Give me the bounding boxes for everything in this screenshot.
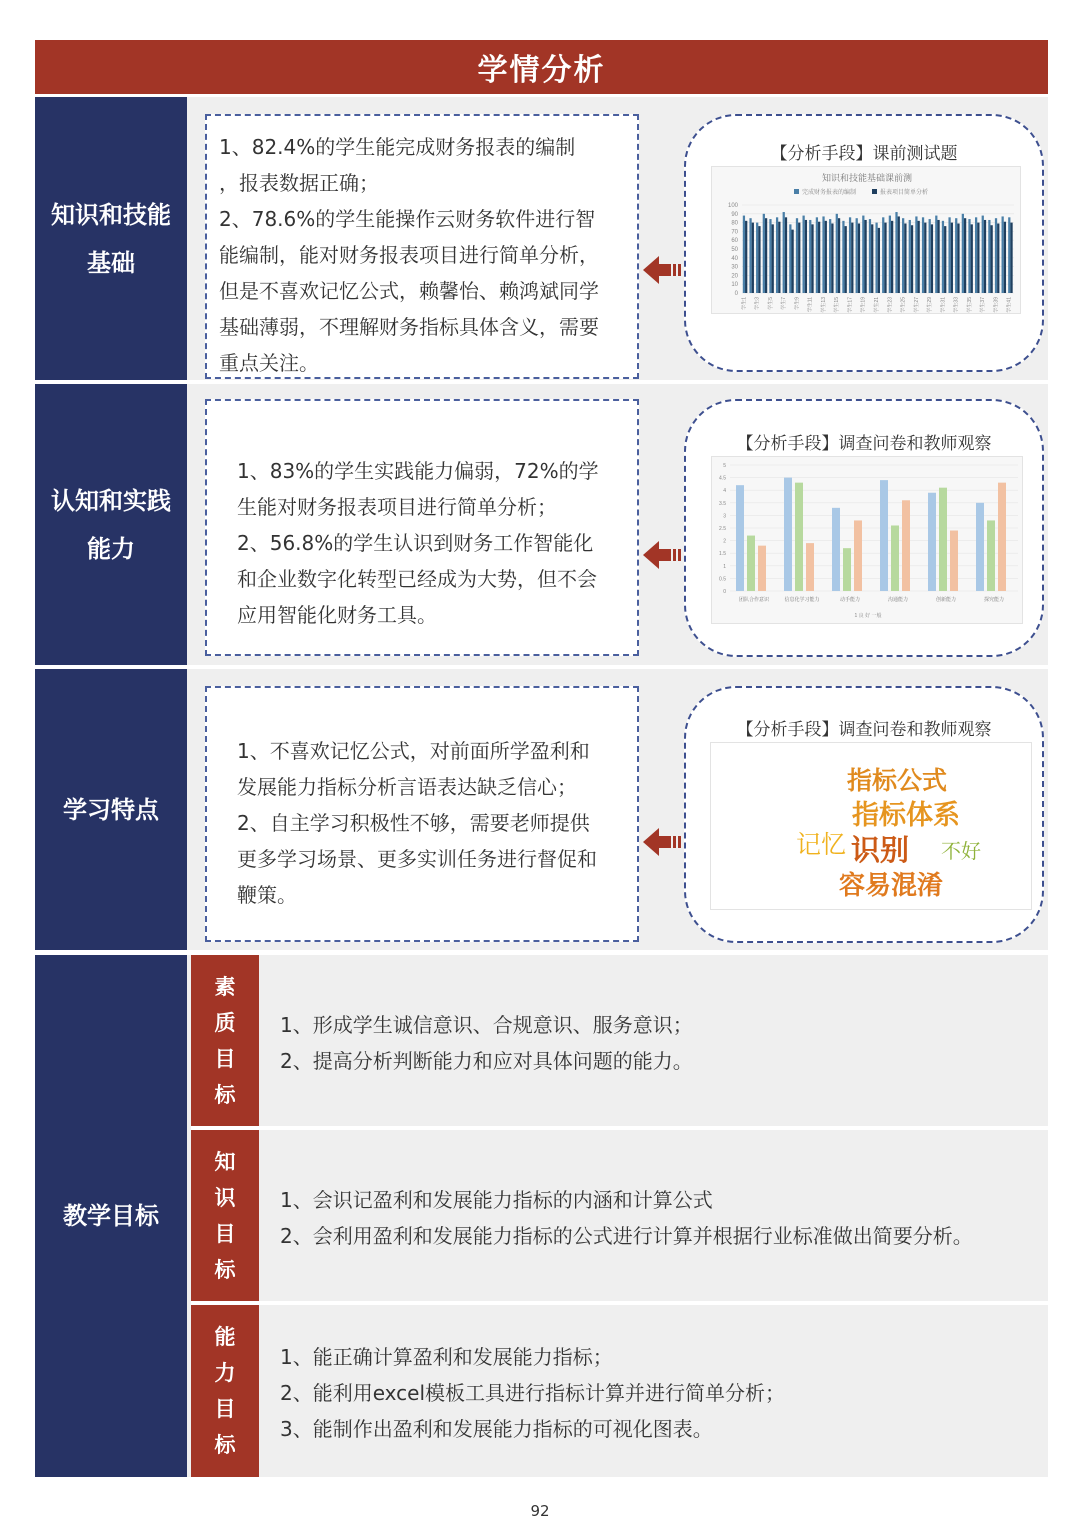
bar bbox=[831, 223, 833, 293]
bar bbox=[854, 520, 862, 591]
bar bbox=[964, 218, 966, 293]
legend-swatch bbox=[794, 189, 799, 194]
bar bbox=[951, 223, 953, 293]
bar bbox=[918, 221, 920, 293]
bar bbox=[829, 219, 831, 293]
bar bbox=[811, 224, 813, 293]
sublabel-char: 知 bbox=[214, 1149, 236, 1174]
analysis-text-line: 能编制，能对财务报表项目进行简单分析， bbox=[219, 243, 599, 267]
analysis-text-line: 生能对财务报表项目进行简单分析； bbox=[237, 495, 557, 519]
sublabel-char: 标 bbox=[214, 1433, 236, 1457]
bar bbox=[982, 216, 984, 293]
bar bbox=[796, 218, 798, 293]
analysis-text-line: 2、56.8%的学生认识到财务工作智能化 bbox=[237, 531, 594, 555]
bar bbox=[783, 212, 785, 293]
bar bbox=[778, 222, 780, 293]
x-tick-label: 学生17 bbox=[847, 297, 854, 313]
goal-text-ability bbox=[280, 1339, 1040, 1447]
bar bbox=[822, 216, 824, 293]
legend-label: 报表项目简单分析 bbox=[880, 190, 929, 196]
y-tick-label: 2 bbox=[723, 538, 726, 545]
section-label-learning-traits bbox=[35, 669, 187, 950]
section-label-knowledge-skills bbox=[35, 97, 187, 380]
analysis-text-line: ，报表数据正确； bbox=[219, 171, 379, 195]
bar bbox=[975, 217, 977, 293]
bar bbox=[915, 216, 917, 293]
bar bbox=[842, 221, 844, 293]
goal-line: 2、能利用excel模板工具进行指标计算并进行简单分析； bbox=[280, 1381, 786, 1405]
section-label-line: 基础 bbox=[87, 248, 135, 277]
sublabel-char: 能 bbox=[214, 1325, 236, 1349]
x-tick-label: 团队合作意识 bbox=[738, 597, 770, 603]
x-tick-label: 学生27 bbox=[913, 297, 920, 313]
legend-swatch bbox=[872, 189, 877, 194]
bar bbox=[798, 223, 800, 293]
goal-line: 1、形成学生诚信意识、合规意识、服务意识； bbox=[280, 1013, 693, 1037]
section-label-line: 能力 bbox=[87, 534, 135, 563]
bar bbox=[832, 508, 840, 591]
y-tick-label: 3.5 bbox=[719, 500, 726, 507]
y-tick-label: 100 bbox=[727, 203, 738, 209]
bar bbox=[862, 216, 864, 293]
sublabel-char: 目 bbox=[214, 1046, 236, 1071]
analysis-caption: 【分析手段】课前测试题 bbox=[770, 144, 958, 164]
bar bbox=[891, 221, 893, 293]
x-tick-label: 学生35 bbox=[966, 297, 973, 313]
legend-label: 1 良 好 一般 bbox=[854, 613, 882, 619]
bar bbox=[937, 220, 939, 293]
word-cloud-word: 记忆 bbox=[796, 830, 847, 859]
x-tick-label: 学生5 bbox=[767, 297, 774, 310]
y-tick-label: 4.5 bbox=[719, 475, 726, 482]
analysis-text-line: 1、83%的学生实践能力偏弱，72%的学 bbox=[237, 459, 599, 483]
x-tick-label: 学生29 bbox=[927, 297, 934, 313]
y-tick-label: 0 bbox=[723, 589, 726, 595]
bar bbox=[875, 223, 877, 293]
analysis-image-box bbox=[684, 114, 1044, 372]
x-tick-label: 学生1 bbox=[741, 297, 748, 310]
bar bbox=[902, 500, 910, 591]
bar bbox=[1010, 223, 1012, 293]
word-cloud-frame bbox=[710, 742, 1032, 910]
bar bbox=[988, 220, 990, 293]
bar bbox=[971, 224, 973, 293]
bar bbox=[758, 226, 760, 293]
bar bbox=[995, 218, 997, 293]
bar bbox=[749, 218, 751, 293]
bar bbox=[895, 212, 897, 293]
bar bbox=[756, 223, 758, 293]
x-tick-label: 学生21 bbox=[874, 297, 880, 313]
y-tick-label: 1 bbox=[723, 563, 726, 570]
bar bbox=[838, 218, 840, 293]
bar bbox=[1008, 217, 1010, 293]
goal-line: 1、能正确计算盈利和发展能力指标； bbox=[280, 1345, 613, 1369]
x-tick-label: 学生13 bbox=[820, 297, 827, 313]
bar bbox=[825, 221, 827, 293]
bar bbox=[968, 219, 970, 293]
analysis-text-line: 2、自主学习积极性不够，需要老师提供 bbox=[237, 811, 590, 835]
bar bbox=[809, 220, 811, 293]
y-tick-label: 3 bbox=[723, 513, 726, 520]
bar bbox=[743, 216, 745, 293]
analysis-text-line: 基础薄弱，不理解财务指标具体含义，需要 bbox=[219, 315, 599, 339]
bar bbox=[795, 483, 803, 591]
analysis-caption: 【分析手段】调查问卷和教师观察 bbox=[736, 720, 992, 740]
x-tick-label: 学生3 bbox=[754, 297, 761, 310]
y-tick-label: 0.5 bbox=[719, 576, 726, 583]
analysis-caption: 【分析手段】调查问卷和教师观察 bbox=[736, 434, 992, 454]
sublabel-char: 标 bbox=[214, 1257, 236, 1282]
bar bbox=[878, 228, 880, 293]
analysis-text-box bbox=[205, 114, 639, 379]
sublabel-char: 标 bbox=[214, 1082, 236, 1107]
x-tick-label: 学生33 bbox=[953, 297, 960, 313]
x-tick-label: 动手能力 bbox=[839, 597, 861, 603]
analysis-text-box bbox=[205, 686, 639, 942]
section-label-line: 知识和技能 bbox=[51, 200, 171, 229]
survey-chart-frame bbox=[711, 456, 1023, 624]
bar bbox=[922, 217, 924, 293]
y-tick-label: 10 bbox=[731, 282, 738, 289]
goal-text-knowledge bbox=[280, 1182, 1040, 1254]
bar bbox=[864, 220, 866, 293]
bar bbox=[851, 223, 853, 293]
bar bbox=[772, 224, 774, 293]
bar bbox=[942, 221, 944, 293]
page-title: 学情分析 bbox=[35, 40, 1048, 94]
bar bbox=[765, 218, 767, 293]
bar bbox=[869, 219, 871, 293]
bar bbox=[880, 480, 888, 591]
page-number: 92 bbox=[530, 1502, 550, 1520]
bar bbox=[858, 223, 860, 293]
bar bbox=[950, 531, 958, 591]
x-tick-label: 学生15 bbox=[834, 297, 841, 313]
bar bbox=[889, 216, 891, 293]
bar bbox=[976, 503, 984, 591]
bar bbox=[935, 216, 937, 293]
goal-line: 3、能制作出盈利和发展能力指标的可视化图表。 bbox=[280, 1417, 713, 1441]
bar bbox=[909, 220, 911, 293]
analysis-image-box bbox=[684, 399, 1044, 657]
analysis-text-line: 鞭策。 bbox=[237, 883, 297, 907]
section-label-line: 认知和实践 bbox=[51, 486, 171, 515]
analysis-text-line: 发展能力指标分析言语表达缺乏信心； bbox=[237, 775, 577, 799]
bar bbox=[745, 221, 747, 293]
bar bbox=[948, 217, 950, 293]
goal-sublabel-quality bbox=[191, 955, 259, 1126]
bar bbox=[776, 217, 778, 293]
bar bbox=[747, 536, 755, 591]
x-tick-label: 学生7 bbox=[781, 297, 788, 310]
pretest-chart-frame bbox=[711, 166, 1021, 314]
goal-divider bbox=[191, 1301, 1048, 1305]
section-label-line: 学习特点 bbox=[63, 795, 159, 824]
bar bbox=[845, 226, 847, 293]
bar bbox=[736, 485, 744, 591]
survey-bar-chart bbox=[712, 457, 1024, 625]
bar bbox=[939, 488, 947, 591]
x-tick-label: 信息化学习能力 bbox=[784, 597, 820, 603]
sublabel-char: 质 bbox=[214, 1010, 236, 1035]
sublabel-char: 素 bbox=[214, 974, 236, 999]
sublabel-char: 识 bbox=[214, 1185, 236, 1210]
analysis-text-line: 重点关注。 bbox=[219, 351, 319, 375]
analysis-text-line: 应用智能化财务工具。 bbox=[237, 603, 437, 627]
chart-title: 知识和技能基础课前测 bbox=[821, 173, 913, 183]
x-tick-label: 创新能力 bbox=[935, 597, 957, 603]
y-tick-label: 60 bbox=[731, 238, 738, 245]
bar bbox=[891, 525, 899, 591]
bar bbox=[785, 217, 787, 293]
bar bbox=[818, 222, 820, 293]
legend-label: 完成财务报表的编制 bbox=[802, 190, 857, 196]
bar bbox=[928, 493, 936, 591]
bar bbox=[856, 218, 858, 293]
x-tick-label: 学生23 bbox=[887, 297, 894, 313]
x-tick-label: 学生31 bbox=[940, 297, 947, 313]
section-label-cognition-practice bbox=[35, 384, 187, 665]
y-tick-label: 20 bbox=[731, 273, 738, 280]
bar bbox=[758, 546, 766, 591]
bar bbox=[929, 219, 931, 293]
x-tick-label: 学生9 bbox=[794, 297, 801, 310]
word-cloud-word: 识别 bbox=[851, 833, 910, 867]
bar bbox=[924, 223, 926, 293]
word-cloud-word: 容易混淆 bbox=[839, 871, 944, 901]
bar bbox=[898, 216, 900, 293]
bar bbox=[904, 223, 906, 293]
left-arrow-icon bbox=[643, 826, 683, 858]
section-label-teaching-goals: 教学目标 bbox=[35, 955, 187, 1477]
bar bbox=[944, 226, 946, 293]
left-arrow-icon bbox=[643, 539, 683, 571]
y-tick-label: 0 bbox=[734, 291, 738, 297]
goal-text-quality bbox=[280, 1007, 1040, 1079]
bar bbox=[1002, 216, 1004, 293]
y-tick-label: 90 bbox=[731, 211, 738, 218]
bar bbox=[957, 223, 959, 293]
bar bbox=[849, 217, 851, 293]
sublabel-char: 力 bbox=[214, 1361, 236, 1385]
bar bbox=[977, 223, 979, 293]
bar bbox=[769, 219, 771, 293]
goal-sublabel-ability bbox=[191, 1305, 259, 1477]
bar bbox=[806, 543, 814, 591]
bar bbox=[902, 218, 904, 293]
bar bbox=[836, 214, 838, 293]
bar bbox=[784, 478, 792, 591]
word-cloud-word: 不好 bbox=[941, 839, 981, 863]
bar bbox=[791, 230, 793, 293]
x-tick-label: 学生25 bbox=[900, 297, 907, 313]
bar bbox=[871, 224, 873, 293]
bar bbox=[763, 214, 765, 293]
analysis-text-box bbox=[205, 399, 639, 656]
goal-divider bbox=[191, 1126, 1048, 1130]
goal-line: 2、提高分析判断能力和应对具体问题的能力。 bbox=[280, 1049, 693, 1073]
analysis-text-line: 和企业数字化转型已经成为大势，但不会 bbox=[237, 567, 597, 591]
y-tick-label: 70 bbox=[731, 229, 738, 236]
analysis-text-line: 1、不喜欢记忆公式，对前面所学盈利和 bbox=[237, 739, 590, 763]
bar bbox=[816, 217, 818, 293]
analysis-text-line: 1、82.4%的学生能完成财务报表的编制 bbox=[219, 135, 576, 159]
bar bbox=[789, 224, 791, 293]
bar bbox=[984, 220, 986, 293]
y-tick-label: 30 bbox=[731, 264, 738, 271]
bar bbox=[1004, 222, 1006, 293]
bar bbox=[911, 225, 913, 293]
y-tick-label: 5 bbox=[723, 463, 726, 469]
y-tick-label: 2.5 bbox=[719, 526, 726, 532]
word-cloud-word: 指标公式 bbox=[847, 766, 948, 795]
analysis-image-box bbox=[684, 686, 1044, 943]
bar bbox=[882, 217, 884, 293]
analysis-text-line: 2、78.6%的学生能操作云财务软件进行智 bbox=[219, 207, 596, 231]
bar bbox=[991, 225, 993, 293]
sublabel-char: 目 bbox=[214, 1221, 236, 1246]
x-tick-label: 学生41 bbox=[1006, 297, 1013, 313]
left-arrow-icon bbox=[643, 254, 683, 286]
bar bbox=[752, 223, 754, 293]
bar bbox=[843, 548, 851, 591]
bar bbox=[884, 223, 886, 293]
x-tick-label: 沟通能力 bbox=[887, 597, 909, 603]
word-cloud-word: 指标体系 bbox=[852, 800, 960, 831]
x-tick-label: 学生37 bbox=[980, 297, 987, 313]
goal-line: 2、会利用盈利和发展能力指标的公式进行计算并根据行业标准做出简要分析。 bbox=[280, 1224, 973, 1248]
pretest-bar-chart bbox=[712, 167, 1022, 315]
goal-sublabel-knowledge bbox=[191, 1130, 259, 1301]
bar bbox=[997, 223, 999, 293]
bar bbox=[803, 216, 805, 293]
bar bbox=[998, 483, 1006, 591]
x-tick-label: 学生19 bbox=[860, 297, 867, 313]
y-tick-label: 4 bbox=[723, 488, 726, 495]
y-tick-label: 80 bbox=[731, 220, 738, 227]
y-tick-label: 1.5 bbox=[719, 551, 726, 558]
bar bbox=[962, 214, 964, 293]
analysis-text-line: 但是不喜欢记忆公式，赖馨怡、赖鸿斌同学 bbox=[219, 279, 599, 303]
goal-line: 1、会识记盈利和发展能力指标的内涵和计算公式 bbox=[280, 1188, 713, 1212]
analysis-text-line: 更多学习场景、更多实训任务进行督促和 bbox=[237, 847, 597, 871]
sublabel-char: 目 bbox=[214, 1397, 236, 1421]
x-tick-label: 探究能力 bbox=[983, 597, 1005, 603]
bar bbox=[987, 520, 995, 591]
y-tick-label: 40 bbox=[731, 255, 738, 262]
y-tick-label: 50 bbox=[731, 247, 738, 253]
bar bbox=[931, 224, 933, 293]
bar bbox=[955, 218, 957, 293]
x-tick-label: 学生39 bbox=[993, 297, 1000, 313]
bar bbox=[805, 220, 807, 293]
x-tick-label: 学生11 bbox=[807, 297, 814, 313]
